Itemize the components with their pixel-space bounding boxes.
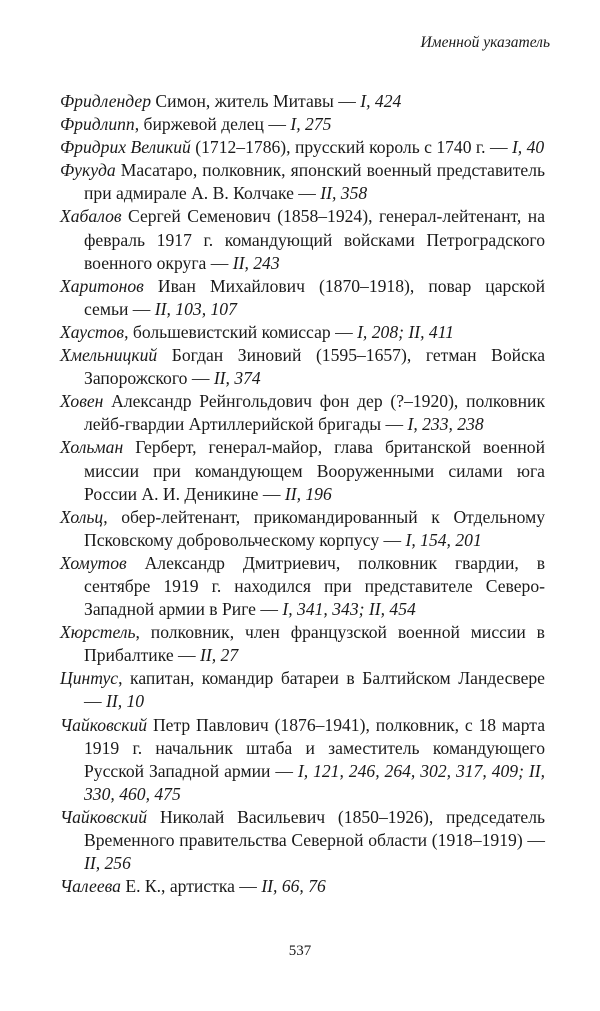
index-entry	[60, 344, 545, 390]
index-entry	[60, 621, 545, 667]
entry-name: Фридлипп	[60, 114, 135, 135]
entry-refs: I, 275	[290, 114, 332, 135]
entry-refs: I, 424	[360, 91, 402, 111]
entry-name: Чайковский	[60, 806, 148, 827]
index-entry	[60, 113, 545, 136]
entry-name: Харитонов	[60, 275, 144, 296]
index-entry	[60, 506, 545, 552]
entry-text: Масатаро, полковник, японский военный представитель при адмирале А. В. Колчаке —	[84, 160, 545, 204]
entry-refs: I, 341, 343; II, 454	[282, 599, 416, 620]
entry-text: Александр Дмитриевич, полковник гвардии, в сентябре 1919 г. находился при представителе Северо-Западной армии в Риге —	[84, 552, 545, 620]
entry-name: Хабалов	[60, 206, 122, 227]
entry-name: Ховен	[60, 391, 104, 412]
index-entry	[60, 275, 545, 321]
entry-text: Сергей Семенович (1858–1924), генерал-лейтенант, на февраль 1917 г. командующий войсками Петроградского военного округа —	[84, 206, 545, 273]
entry-name: Хюрстель	[60, 622, 136, 643]
entry-text: , обер-лейтенант, прикомандированный к Отдельному Псковскому добровольческому корпусу —	[84, 506, 545, 550]
entry-refs: II, 66, 76	[261, 876, 326, 897]
index-entry	[60, 159, 545, 205]
entry-text: Богдан Зиновий (1595–1657), гетман Войска Запорожского —	[84, 345, 545, 389]
index-entry	[60, 390, 545, 436]
entry-text: Петр Павлович (1876–1941), полковник, с 18 марта 1919 г. начальник штаба и заместитель командующего Русской Западной армии —	[84, 714, 545, 781]
entry-refs: I, 121, 246, 264, 302, 317, 409; II, 330, 460, 475	[84, 760, 545, 804]
entry-refs: II, 243	[232, 252, 280, 273]
entry-refs: II, 103, 107	[154, 298, 237, 319]
entry-name: Хольман	[60, 437, 124, 458]
entry-refs: II, 27	[200, 645, 239, 666]
entry-text: , капитан, командир батареи в Балтийском Ландесвере —	[84, 668, 545, 712]
entry-name: Хаустов	[60, 321, 125, 342]
entry-text: , биржевой делец —	[134, 114, 291, 135]
entry-refs: I, 208; II, 411	[357, 321, 454, 342]
entry-text: Симон, житель Митавы —	[151, 91, 361, 111]
entry-name: Хольц	[60, 506, 104, 527]
entry-refs: II, 358	[320, 183, 368, 204]
index-entry	[60, 205, 545, 274]
entry-name: Хмельницкий	[60, 345, 158, 366]
entry-text: , полковник, член французской военной миссии в Прибалтике —	[84, 622, 545, 666]
entry-refs: I, 40	[511, 137, 545, 158]
entry-refs: II, 256	[84, 853, 131, 874]
entry-name: Фридлендер	[60, 91, 152, 111]
entry-refs: I, 154, 201	[405, 529, 482, 550]
entry-refs: II, 196	[284, 483, 332, 504]
entry-text: (1712–1786), прусский король с 1740 г. —	[190, 137, 512, 158]
entry-text: Александр Рейнгольдович фон дер (?–1920), полковник лейб-гвардии Артиллерийской бригады —	[84, 391, 545, 435]
entry-name: Фридрих Великий	[60, 137, 191, 158]
entry-text: Герберт, генерал-майор, глава британской военной миссии при командующем Вооруженными силами юга России А. И. Деникине —	[84, 437, 545, 504]
entry-refs: II, 374	[213, 368, 261, 389]
index-entry	[60, 436, 545, 505]
entry-name: Чайковский	[60, 714, 148, 735]
index-entry	[60, 667, 545, 713]
index-entry	[60, 806, 545, 875]
entry-text: Николай Васильевич (1850–1926), председатель Временного правительства Северной области (1918–1919) —	[84, 806, 545, 850]
index-entry	[60, 136, 545, 159]
entry-refs: II, 10	[106, 691, 145, 712]
index-entry	[60, 875, 545, 898]
entry-text: Иван Михайлович (1870–1918), повар царской семьи —	[84, 275, 545, 319]
page-number: 537	[288, 943, 312, 959]
index-entry	[60, 321, 545, 344]
index-entry	[60, 714, 545, 806]
entry-text: , большевистский комиссар —	[124, 321, 358, 342]
index-entry	[60, 90, 545, 113]
entry-text: Е. К., артистка —	[120, 876, 262, 897]
entry-name: Фукуда	[60, 160, 116, 181]
entry-name: Хомутов	[60, 552, 127, 573]
entry-refs: I, 233, 238	[407, 414, 484, 435]
entry-name: Цинтус	[60, 668, 119, 689]
name-index	[60, 90, 545, 898]
index-entry	[60, 552, 545, 621]
running-head: Именной указатель	[420, 34, 550, 51]
entry-name: Чалеева	[60, 876, 121, 897]
